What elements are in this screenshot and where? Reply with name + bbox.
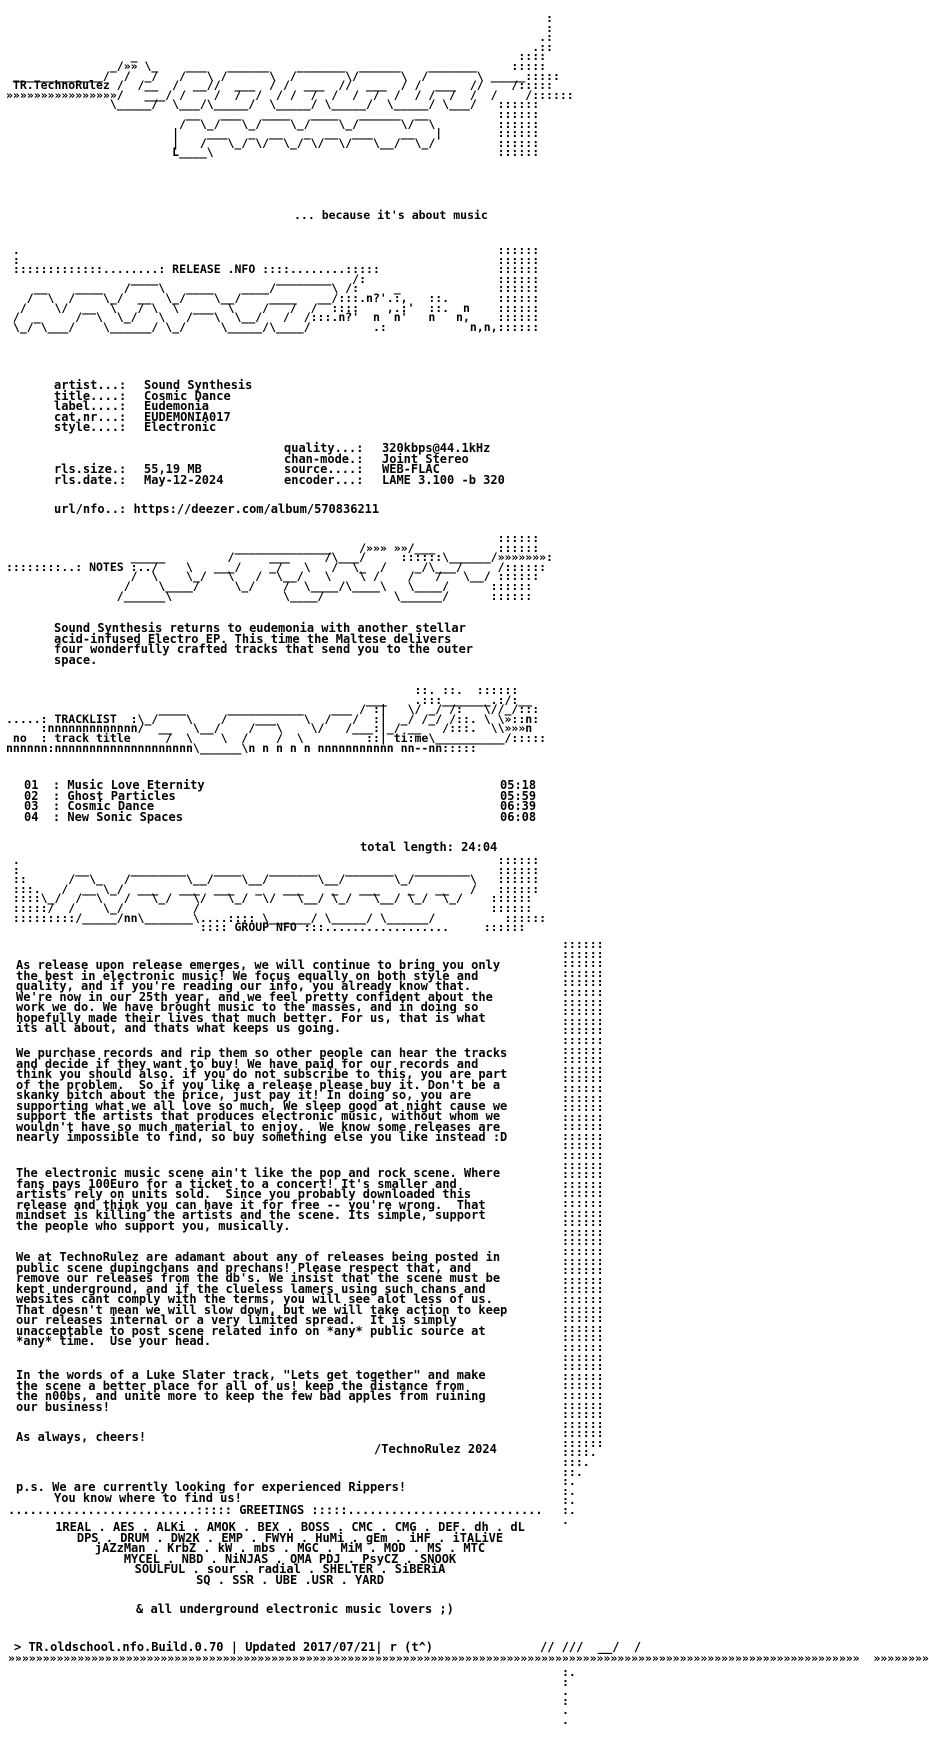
group-paragraph: We at TechnoRulez are adamant about any of releases being posted in public scene dupingchans and prechans! Please respect that, and remove our releases from the db's. We insist that the scene must be kept underground, and if the clueless lamers using such chans and websites cant comply with the terms, you will see alot less of us. That doesn't mean we will slow down, but we will take action to keep our releases internal or a very limited spread. It is simply unacceptable to post scene related info on *any* public source at *any* time. Use your head. (16, 1250, 508, 1348)
source-value: WEB-FLAC (382, 462, 440, 476)
notes-text: Sound Synthesis returns to eudemonia with another stellar acid-infused Electro EP. This time the Maltese delivers four wonderfully crafted tracks that send you to the outer space. (54, 621, 474, 667)
footer-arrow-line: »»»»»»»»»»»»»»»»»»»»»»»»»»»»»»»»»»»»»»»»»»»»»»»»»»»»»»»»»»»»»»»»»»»»»»»»»»»»»»»»»»»»»»»»»»»»»»»»»»»»»»»»»»»»»»»»»»»»»»»»»»» »»»»»»»» (8, 1651, 929, 1665)
group-paragraph: We purchase records and rip them so other people can hear the tracks and decide if they want to buy! We have paid for our records and think you should also. if you do not subscribe to this, you are part of the problem. So if you like a release please buy it. Don't be a skanky bitch about the price, just pay it! In doing so, you are supporting what we all love so much. We sleep good at night cause we support the artists that produces electronic music, without whom we wouldn't have so much material to enjoy. We know some releases are nearly impossible to find, so buy something else you like instead :D (16, 1046, 508, 1144)
side-column-art: :::::: :::::: :::::: :::::: :::::: :::::: :::::: :::::: :::::: :::::: :::::: :::::: :::::: :::::: :::::: :::::: :::::: :::::: :::::: :::::: :::::: :::::: :::::: :::::: :::::: :::::: :::::: :::::: :::::: :::::: :::::: :::::: :::::: :::::: :::::: :::::: :::::: :::::: :::::: :::::: :::::: :::::: :::::: :::::: :::::: :::::: :::::: :::::: :::::: :::::: :::::: :::::: :::::: ::::. :::. ::. :. :. :. :. . (562, 937, 604, 1527)
track-time: 06:08 (500, 809, 537, 824)
greetings-line: jAZzMan . KrbZ . kW . mbs . MGC . MiM . MOD . MS . MTC (94, 1541, 486, 1555)
group-paragraph: As always, cheers! (16, 1430, 147, 1444)
greetings-line: DPS . DRUM . DW2K . EMP . FWYH . HuMi . gEm . iHF . iTALiVE (76, 1530, 504, 1545)
track-no: 01 (24, 778, 39, 792)
track-no: 03 (24, 799, 39, 813)
rls-labels: rls.size.: rls.date.: (54, 462, 127, 487)
chan-mode-value: Joint Stereo (382, 451, 469, 466)
total-length-value: 24:04 (461, 840, 498, 854)
release-nfo-art: . :::::: : :::::: :::::::::::::........: RELEASE .NFO ::::........::::: :::::: ____ ________ /: :::::: __ ____ / \ ____ ____/ \ /: _ :::::: / \ / \_/ __ \_/ \__/ ____ __/:::.n?'.:, ::. :::::: / \/ __ \ / \ \ ___ \ / / / :::: ,.:' ::. n :::::: / _ / \ \_/ \ / \ \__/ / /:::.n?' n n' n n, :::::: \_/ \___/ \______/ \_/ \_____/\____/ .: n,n,:::::: (12, 243, 540, 334)
catnr-value: EUDEMONIA017 (144, 409, 231, 424)
footer-art-right: // /// __/ / (540, 1640, 642, 1654)
footer-tail-art: :. : . : . . (562, 1665, 576, 1727)
artist-value: Sound Synthesis (144, 378, 253, 392)
encoder-value: LAME 3.100 -b 320 (382, 472, 505, 487)
signature: /TechnoRulez 2024 (374, 1442, 497, 1456)
tracklist-art: ::. ::. :::::: ___ .:::_______.:/:__ ____ ___________ ___ / :| \/ _/ /: \//_/::: .....: TRACKLIST :\_/ \ / ___ \ / / :| _/ /_/ /::. \ \»::n: :nnnnnnnnnnnnn/ __ \__/ / \ \/ /___:|_/ __ /:::. \\»»»n no : track title / \ \ / / \ ::| ti:me\__________/::::: nnnnnn:nnnnnnnnnnnnnnnnnnnn\______\n n n n n nnnnnnnnnnn nn--nn::::: (6, 683, 547, 755)
ps-line: You know where to find us! (54, 1491, 242, 1505)
total-length: total length: 24:04 (360, 840, 498, 854)
tech-values (382, 443, 505, 485)
track-title: New Sonic Spaces (67, 809, 183, 824)
track-row: 04 : New Sonic Spaces (24, 809, 183, 824)
group-paragraph: In the words of a Luke Slater track, "Lets get together" and make the scene a better place for all of us! keep the distance from the n00bs, and unite more to keep the few bad apples from ruining our business! (16, 1368, 486, 1414)
techno-rulez-logo-art: : : .: .:: _ :::: _/»» \_ ___ ______ _______ ______ _______ ::::: _____________/ / _/ / \ / \ / \/ \ / \ _____::::: TR.TechnoRulez / /__ / __// ___ / / ___ // ___ / / ___ // /::::: »»»»»»»»»»»»»»»»/ ___/ / / / / / / / / / / / / / / / / /:::::: \_____/ \___/\_____/ \_____/ \_____/ \_____/ \___/ :::::: __ ___ ____ ____ ______ __ :::::: / \_/ \_/ \_/ \_/ \/ \ :::::: | ___ _ __ _ __ ___ __ | :::::: | / \_/ \/ \_/ \/ \/ \__/ \_/ :::::: L____\ :::::: (6, 11, 574, 160)
release-info-values (144, 380, 252, 433)
track-row: 02 : Ghost Particles (24, 788, 176, 803)
track-no: 04 (24, 809, 39, 824)
greetings-line: SOULFUL . sour . radial . SHELTER . SiBERiA (134, 1562, 446, 1576)
track-title: Cosmic Dance (67, 799, 155, 813)
style-value: Electronic (144, 420, 217, 434)
group-paragraph: The electronic music scene ain't like the pop and rock scene. Where fans pays 100Euro for a ticket to a concert! It's smaller and artists rely on units sold. Since you probably downloaded this release and think you can have it for free -- you're wrong. That mindset is killing the artists and the scene. Its simple, support the people who support you, musically. (16, 1166, 501, 1233)
tagline: ... because it's about music (294, 208, 488, 222)
group-paragraph: As release upon release emerges, we will continue to bring you only the best in electronic music! We focus equally on both style and quality, and if you're reading our info, you already know that. We're now in our 25th year, and we feel pretty confident about the work we do. We have brought music to the masses, and in doing so hopefully made their lives that much better. For us, that is what its all about, and thats what keeps us going. (16, 958, 501, 1035)
rls-size-value: 55,19 MB (144, 462, 202, 476)
quality-value: 320kbps@44.1kHz (382, 441, 491, 455)
greetings-line: 1REAL . AES . ALKi . AMOK . BEX . BOSS . CMC . CMG . DEF. dh . dL (55, 1520, 525, 1534)
greetings-list (0, 1522, 580, 1592)
track-row: 03 : Cosmic Dance (24, 799, 155, 813)
track-time: 06:39 (500, 799, 537, 813)
track-title: Ghost Particles (67, 788, 176, 803)
track-row: 01 : Music Love Eternity (24, 778, 205, 792)
label-value: Eudemonia (144, 399, 210, 413)
rls-date-value: May-12-2024 (144, 472, 224, 487)
tech-labels: quality...: chan-mode.: source....: encoder...: (284, 441, 364, 487)
group-nfo-art: . :::::: : __ ________ ____ _______ _______ ________ :::::: :: / \_ / \__/ \__/ \__/ \_/ \ :::::: :::. / __ \_/ ___ ___ ___ _ ___ _ ___ _ __ / :::::: ::::\_/ / \ / \_/ \/ \_/ \/ \__/ \_/ \__/ \_/ \_/ :::::: :::::/ / \_/ / :::::: :::::::::/_____/nn\_______\....:::: \______/ \_____/ \______/ :::::: :::: GROUP NFO :::.................. :::::: (12, 853, 547, 935)
greetings-line: MYCEL . NBD . NiNJAS . OMA PDJ . PsyCZ . SNOOK (123, 1551, 457, 1566)
footer-build-line: > TR.oldschool.nfo.Build.0.70 | Updated 2017/07/21| r (t^) (14, 1640, 434, 1654)
notes-art: :::::: ______________ /»»» »»/___ :::::: _____ / ___ /\___/ ::::::\______/»»»»»»»: ::::::::..: NOTES :../ \ ___/ _/ \ / \_ / _/\___/ /:::::: / \ \_/ \ / \__/ \ \ / / / \__/ :::::: / \____/ \_/ / \____/\____\ \____/ :::::: /______\ \____/ \______/ :::::: (6, 531, 553, 603)
track-title: Music Love Eternity (67, 778, 205, 792)
greetings-header: ..........................::::: GREETINGS :::::........................... (8, 1503, 543, 1517)
greetings-closing: & all underground electronic music lovers ;) (136, 1602, 454, 1616)
track-table (24, 780, 584, 830)
rls-values (144, 464, 223, 485)
greetings-line: SQ . SSR . UBE .USR . YARD (196, 1572, 384, 1587)
url-link[interactable]: https://deezer.com/album/570836211 (133, 502, 380, 516)
track-time: 05:18 (500, 778, 537, 792)
track-time: 05:59 (500, 788, 537, 803)
url-line: url/nfo..: https://deezer.com/album/570836211 (54, 502, 380, 516)
track-no: 02 (24, 788, 39, 803)
release-info-labels: artist...: title....: label....: cat.nr...: style....: (54, 378, 127, 434)
title-value: Cosmic Dance (144, 388, 231, 403)
ps-line: p.s. We are currently looking for experienced Rippers! (16, 1480, 407, 1494)
